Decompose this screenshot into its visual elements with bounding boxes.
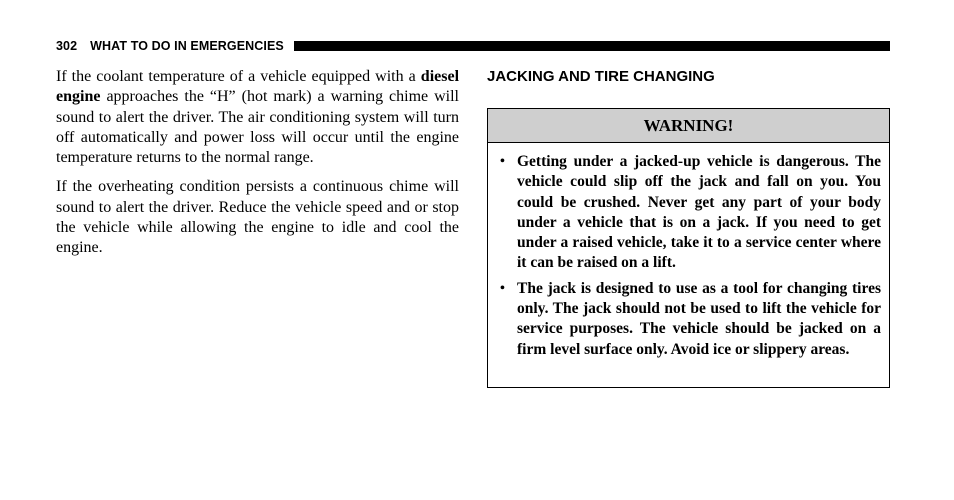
jacking-section-title: JACKING AND TIRE CHANGING bbox=[487, 68, 715, 85]
warning-box bbox=[487, 108, 890, 388]
warning-list bbox=[488, 143, 889, 360]
page-number: 302 bbox=[56, 39, 78, 53]
header-rule bbox=[294, 41, 890, 51]
warning-item bbox=[500, 279, 881, 360]
warning-heading: WARNING! bbox=[488, 109, 889, 143]
bullet-icon: • bbox=[500, 280, 505, 296]
p1-bold-term: diesel engine bbox=[56, 68, 460, 106]
p1-text-start: If the coolant temperature of a vehicle equipped with a bbox=[56, 68, 416, 85]
paragraph-coolant bbox=[56, 67, 459, 168]
warning-item-text: Getting under a jacked-up vehicle is dangerous. The vehicle could slip off the jack and fall on you. You could be crushed. Never get any part of your body under a vehicle that is on a jack. If you need to get under a raised vehicle, take it to a service center where it can be raised on a lift. bbox=[517, 153, 881, 272]
warning-item bbox=[500, 152, 881, 274]
page-header bbox=[56, 38, 890, 54]
bullet-icon: • bbox=[500, 154, 505, 169]
section-title: WHAT TO DO IN EMERGENCIES bbox=[90, 39, 284, 53]
warning-item-text: The jack is designed to use as a tool for changing tires only. The jack should not be used to lift the vehicle for service purposes. The vehicle should be jacked on a firm level surface only. Avoid ice or slippery areas. bbox=[517, 279, 881, 358]
left-column bbox=[56, 67, 459, 268]
paragraph-overheating: If the overheating condition persists a continuous chime will sound to alert the driver. Reduce the vehicle speed and or stop the vehicle while allowing the engine to idle and cool the engine. bbox=[56, 178, 459, 257]
p1-text-end: approaches the “H” (hot mark) a warning chime will sound to alert the driver. The air conditioning system will turn off automatically and power loss will occur until the engine temperature returns to the normal range. bbox=[56, 88, 460, 167]
